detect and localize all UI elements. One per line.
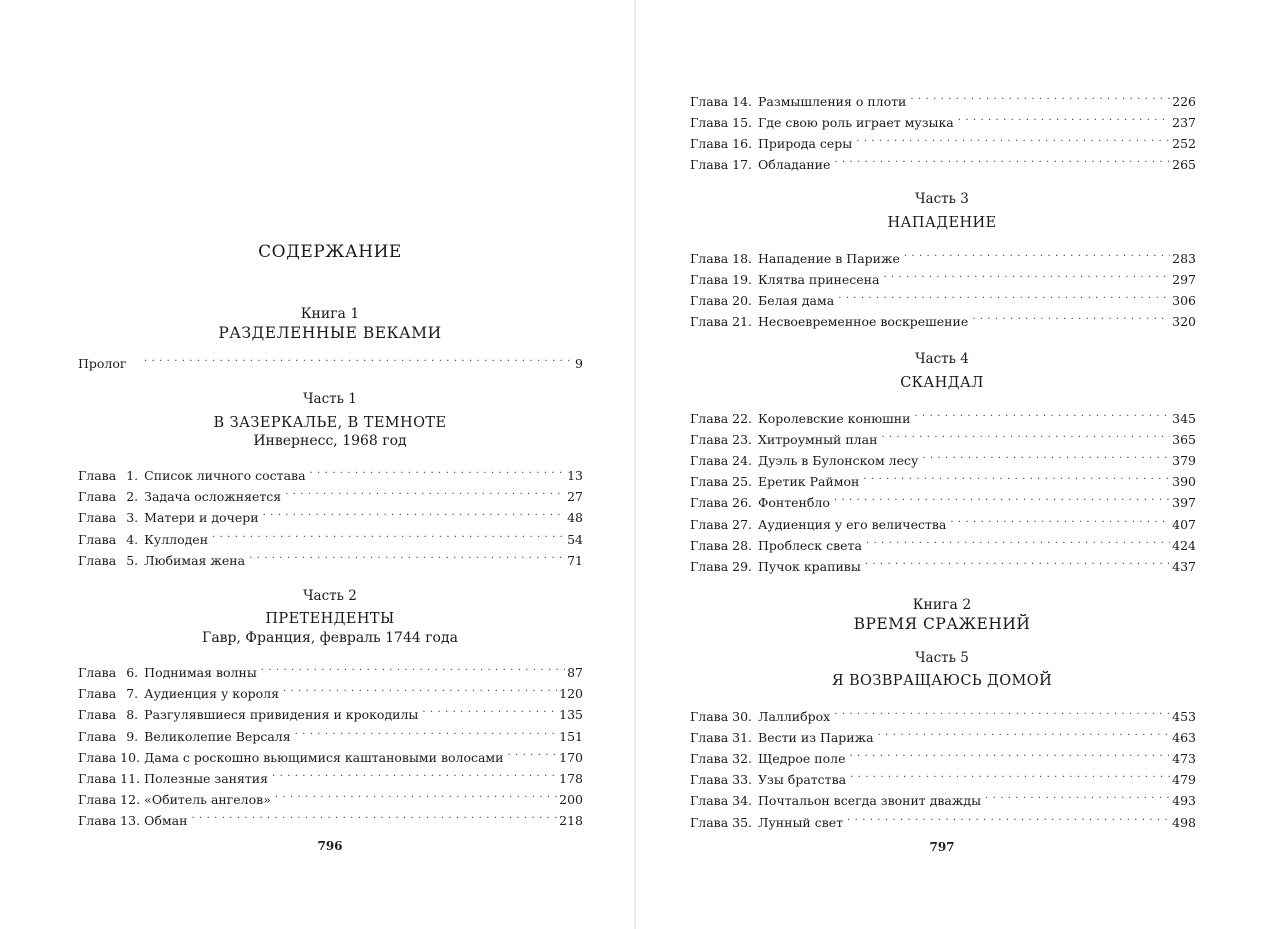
toc-entry-page: 151 xyxy=(559,728,583,744)
toc-entry-page: 54 xyxy=(567,531,583,547)
toc-entry-page: 13 xyxy=(567,468,583,483)
toc-entry-chapter-number: 7. xyxy=(126,686,139,702)
toc-entry-title: Любимая жена xyxy=(144,552,246,568)
toc-entry-title: Щедрое поле xyxy=(758,751,846,767)
toc-entry-chapter-label: Глава 33. xyxy=(690,772,753,788)
toc-entry-chapter-number: 10. xyxy=(120,749,141,765)
toc-entry-title: Куллоден xyxy=(144,531,209,547)
toc-entry-title: Аудиенция у его величества xyxy=(758,516,947,532)
dot-leader xyxy=(310,462,566,480)
dot-leader xyxy=(958,109,1170,127)
toc-entry-chapter-word: Глава xyxy=(78,813,117,829)
toc-entry-chapter-number: 2. xyxy=(126,489,139,505)
toc-entry-page: 237 xyxy=(1172,115,1196,131)
toc-entry-page: 306 xyxy=(1172,293,1196,309)
toc-entry[interactable] xyxy=(78,483,583,505)
toc-entry-title: Разгулявшиеся привидения и крокодилы xyxy=(144,707,419,723)
dot-leader xyxy=(834,489,1170,507)
toc-entry-title: Дама с роскошно вьющимися каштановыми волосами xyxy=(144,749,504,765)
toc-entry-page: 178 xyxy=(559,771,583,786)
toc-entry-page: 424 xyxy=(1172,537,1196,553)
toc-entry-chapter-label: Глава 14. xyxy=(690,94,753,109)
toc-entry-chapter-number: 4. xyxy=(126,531,139,547)
part-4-title: СКАНДАЛ xyxy=(900,375,984,391)
toc-entry-chapter-word: Глава xyxy=(78,489,117,505)
toc-entry-page: 48 xyxy=(567,510,583,526)
toc-entry-title: Полезные занятия xyxy=(144,771,269,786)
dot-leader xyxy=(904,245,1170,263)
toc-entry-page: 71 xyxy=(567,552,583,568)
toc-entry-title: Нападение в Париже xyxy=(758,251,900,266)
dot-leader xyxy=(863,468,1170,486)
toc-entry-title: Великолепие Версаля xyxy=(144,728,291,744)
toc-entry-chapter-label: Глава 15. xyxy=(690,115,753,131)
toc-entry[interactable] xyxy=(690,426,1196,448)
toc-entry-chapter-number: 9. xyxy=(126,728,139,744)
toc-entry-title: Обман xyxy=(144,813,188,829)
dot-leader xyxy=(283,680,557,698)
toc-entry-title: Обладание xyxy=(758,157,831,173)
toc-entry-title: Лаллиброх xyxy=(758,709,831,724)
toc-entry[interactable] xyxy=(78,723,583,744)
toc-entry-title: Хитроумный план xyxy=(758,432,878,448)
dot-leader xyxy=(144,350,573,368)
toc-entry[interactable] xyxy=(78,462,583,483)
part-2-label: Часть 2 xyxy=(303,588,357,604)
toc-entry-title: Королевские конюшни xyxy=(758,411,911,426)
toc-entry-page: 453 xyxy=(1172,709,1196,724)
dot-leader xyxy=(914,405,1170,423)
toc-entry-title: Пучок крапивы xyxy=(758,558,861,574)
toc-entry[interactable] xyxy=(690,88,1196,109)
dot-leader xyxy=(950,511,1170,529)
toc-entry-chapter-label: Глава 17. xyxy=(690,157,753,173)
toc-entry-chapter-word: Глава xyxy=(78,552,117,568)
toc-entry-title: Еретик Раймон xyxy=(758,474,860,490)
toc-entry-chapter-label: Глава 23. xyxy=(690,432,753,448)
part-5-title: Я ВОЗВРАЩАЮСЬ ДОМОЙ xyxy=(831,673,1053,689)
toc-entry-chapter-number: 6. xyxy=(126,665,139,680)
dot-leader xyxy=(881,426,1170,444)
toc-entry-chapter-word: Глава xyxy=(78,707,117,723)
toc-entry-title: Пролог xyxy=(78,356,127,371)
toc-entry-chapter-label: Глава 16. xyxy=(690,136,753,152)
toc-entry-chapter-number: 1. xyxy=(126,468,139,483)
dot-leader xyxy=(422,701,557,719)
toc-entry-page: 218 xyxy=(559,813,583,829)
toc-entry-page: 407 xyxy=(1172,516,1196,532)
toc-entry-page: 479 xyxy=(1172,772,1196,788)
dot-leader xyxy=(910,88,1170,106)
toc-entry-page: 252 xyxy=(1172,136,1196,152)
toc-entry-page: 320 xyxy=(1172,314,1196,330)
toc-entry[interactable] xyxy=(690,766,1196,788)
toc-entry-chapter-label: Глава 27. xyxy=(690,516,753,532)
toc-entry-title: Белая дама xyxy=(758,293,835,309)
dot-leader xyxy=(850,766,1170,784)
dot-leader xyxy=(191,807,557,825)
book-1-title: РАЗДЕЛЕННЫЕ ВЕКАМИ xyxy=(218,324,442,342)
toc-entry-title: Несвоевременное воскрешение xyxy=(758,314,969,330)
part-4-label: Часть 4 xyxy=(915,351,969,367)
toc-entry-chapter-label: Глава 29. xyxy=(690,558,753,574)
toc-entry-title: Лунный свет xyxy=(758,814,844,830)
toc-entry-page: 9 xyxy=(575,356,583,371)
part-5-label: Часть 5 xyxy=(915,650,969,666)
toc-entry-page: 120 xyxy=(559,686,583,702)
toc-entry-title: Проблеск света xyxy=(758,537,862,553)
toc-entry-page: 297 xyxy=(1172,272,1196,288)
toc-entry-chapter-label: Глава 19. xyxy=(690,272,753,288)
dot-leader xyxy=(883,266,1170,284)
toc-entry-title: Поднимая волны xyxy=(144,665,257,680)
toc-entry-title: Где свою роль играет музыка xyxy=(758,115,954,131)
left-page xyxy=(0,0,635,929)
dot-leader xyxy=(865,553,1170,571)
toc-entry[interactable] xyxy=(78,659,583,680)
toc-entry[interactable] xyxy=(690,787,1196,809)
toc-entry-title: Почтальон всегда звонит дважды xyxy=(758,793,982,809)
toc-entry-chapter-label: Глава 34. xyxy=(690,793,753,809)
toc-entry-page: 170 xyxy=(559,749,583,765)
dot-leader xyxy=(212,526,565,544)
part-3-label: Часть 3 xyxy=(915,191,969,207)
book-1-label: Книга 1 xyxy=(300,306,360,322)
toc-entry[interactable] xyxy=(78,547,583,568)
toc-entry-chapter-number: 3. xyxy=(126,510,139,526)
toc-entry-title: Список личного состава xyxy=(144,468,306,483)
toc-entry[interactable] xyxy=(690,532,1196,553)
dot-leader xyxy=(856,130,1170,148)
part-2-title: ПРЕТЕНДЕНТЫ xyxy=(265,611,395,627)
dot-leader xyxy=(847,809,1170,827)
toc-entry-chapter-word: Глава xyxy=(78,792,117,808)
toc-entry-prologue[interactable] xyxy=(78,350,583,371)
toc-entry-chapter-word: Глава xyxy=(78,468,117,483)
toc-entry-chapter-number: 8. xyxy=(126,707,139,723)
toc-entry-chapter-label: Глава 20. xyxy=(690,293,753,309)
toc-entry-page: 135 xyxy=(559,707,583,723)
toc-entry-chapter-label: Глава 26. xyxy=(690,495,753,511)
toc-entry[interactable] xyxy=(78,680,583,702)
dot-leader xyxy=(263,504,566,522)
toc-entry-page: 493 xyxy=(1172,793,1196,809)
toc-entry-page: 397 xyxy=(1172,495,1196,511)
toc-entry-title: Дуэль в Булонском лесу xyxy=(758,453,919,469)
toc-entry[interactable] xyxy=(690,809,1196,830)
dot-leader xyxy=(834,703,1170,721)
toc-entry-page: 265 xyxy=(1172,157,1196,173)
dot-leader xyxy=(878,724,1171,742)
toc-entry-title: Размышления о плоти xyxy=(758,94,907,109)
dot-leader xyxy=(838,287,1170,305)
dot-leader xyxy=(834,151,1170,169)
toc-entry-page: 390 xyxy=(1172,474,1196,490)
dot-leader xyxy=(275,786,557,804)
toc-entry-title: Клятва принесена xyxy=(758,272,880,288)
toc-entry[interactable] xyxy=(690,130,1196,152)
page-number-left: 796 xyxy=(317,839,343,853)
toc-entry[interactable] xyxy=(78,504,583,526)
toc-entry[interactable] xyxy=(690,245,1196,266)
dot-leader xyxy=(849,745,1170,763)
toc-entry[interactable] xyxy=(690,109,1196,131)
book-2-label: Книга 2 xyxy=(912,597,972,613)
toc-entry-page: 200 xyxy=(559,792,583,808)
toc-entry-title: «Обитель ангелов» xyxy=(144,792,271,808)
toc-entry[interactable] xyxy=(690,151,1196,173)
toc-entry-page: 498 xyxy=(1172,814,1196,830)
toc-entry-chapter-number: 12. xyxy=(120,792,141,808)
toc-entry-chapter-number: 13. xyxy=(120,813,141,829)
toc-entry-chapter-label: Глава 18. xyxy=(690,251,753,266)
toc-entry-chapter-label: Глава 35. xyxy=(690,814,753,830)
dot-leader xyxy=(295,723,558,741)
toc-entry-page: 27 xyxy=(567,489,583,505)
toc-entry-chapter-word: Глава xyxy=(78,771,117,786)
toc-entry-page: 226 xyxy=(1172,94,1196,109)
part-3-title: НАПАДЕНИЕ xyxy=(887,215,997,231)
toc-entry-page: 87 xyxy=(567,665,583,680)
toc-entry-chapter-word: Глава xyxy=(78,686,117,702)
toc-entry-chapter-label: Глава 22. xyxy=(690,411,753,426)
toc-entry[interactable] xyxy=(78,807,583,829)
dot-leader xyxy=(507,744,557,762)
dot-leader xyxy=(866,532,1170,550)
toc-entry[interactable] xyxy=(78,526,583,547)
dot-leader xyxy=(249,547,565,565)
toc-entry[interactable] xyxy=(690,405,1196,426)
toc-entry-chapter-number: 5. xyxy=(126,552,139,568)
dot-leader xyxy=(985,787,1170,805)
toc-entry[interactable] xyxy=(78,765,583,786)
toc-entry-title: Узы братства xyxy=(758,772,847,788)
book-2-title: ВРЕМЯ СРАЖЕНИЙ xyxy=(853,615,1031,633)
toc-entry-chapter-number: 11. xyxy=(120,771,141,786)
toc-entry-title: Матери и дочери xyxy=(144,510,259,526)
dot-leader xyxy=(972,308,1170,326)
toc-entry-page: 379 xyxy=(1172,453,1196,469)
toc-entry[interactable] xyxy=(690,266,1196,288)
toc-entry-chapter-label: Глава 28. xyxy=(690,537,753,553)
part-1-label: Часть 1 xyxy=(303,391,357,407)
toc-entry-page: 473 xyxy=(1172,751,1196,767)
part-1-title: В ЗАЗЕРКАЛЬЕ, В ТЕМНОТЕ xyxy=(213,415,447,431)
toc-entry-title: Природа серы xyxy=(758,136,853,152)
toc-entry-title: Аудиенция у короля xyxy=(144,686,279,702)
toc-entry[interactable] xyxy=(78,701,583,723)
toc-entry-chapter-word: Глава xyxy=(78,728,117,744)
contents-title: СОДЕРЖАНИЕ xyxy=(258,242,402,262)
toc-entry-page: 345 xyxy=(1172,411,1196,426)
toc-entry-title: Вести из Парижа xyxy=(758,730,874,746)
page-number-right: 797 xyxy=(929,840,955,854)
part-2-subtitle: Гавр, Франция, февраль 1744 года xyxy=(202,630,458,646)
toc-entry-chapter-label: Глава 25. xyxy=(690,474,753,490)
toc-entry-chapter-word: Глава xyxy=(78,510,117,526)
toc-entry[interactable] xyxy=(690,489,1196,511)
right-page xyxy=(636,0,1271,929)
toc-entry-title: Фонтенбло xyxy=(758,495,830,511)
toc-entry[interactable] xyxy=(690,287,1196,309)
dot-leader xyxy=(285,483,565,501)
toc-entry[interactable] xyxy=(690,745,1196,767)
toc-entry-chapter-label: Глава 30. xyxy=(690,709,753,724)
toc-entry[interactable] xyxy=(78,786,583,808)
toc-entry[interactable] xyxy=(690,724,1196,746)
toc-entry[interactable] xyxy=(690,553,1196,574)
toc-entry[interactable] xyxy=(690,308,1196,330)
toc-entry[interactable] xyxy=(690,511,1196,532)
toc-entry-chapter-word: Глава xyxy=(78,531,117,547)
toc-entry[interactable] xyxy=(690,468,1196,490)
dot-leader xyxy=(272,765,557,783)
dot-leader xyxy=(261,659,565,677)
toc-entry-chapter-label: Глава 24. xyxy=(690,453,753,469)
toc-entry-chapter-word: Глава xyxy=(78,665,117,680)
dot-leader xyxy=(922,447,1170,465)
toc-entry-page: 463 xyxy=(1172,730,1196,746)
toc-entry-page: 437 xyxy=(1172,558,1196,574)
toc-entry-chapter-label: Глава 21. xyxy=(690,314,753,330)
toc-entry[interactable] xyxy=(690,447,1196,469)
toc-entry-chapter-label: Глава 32. xyxy=(690,751,753,767)
toc-entry-chapter-word: Глава xyxy=(78,749,117,765)
part-1-subtitle: Инвернесс, 1968 год xyxy=(253,433,407,449)
toc-entry[interactable] xyxy=(78,744,583,765)
toc-entry-title: Задача осложняется xyxy=(144,489,282,505)
toc-entry-chapter-label: Глава 31. xyxy=(690,730,753,746)
toc-entry-page: 283 xyxy=(1172,251,1196,266)
toc-entry-page: 365 xyxy=(1172,432,1196,448)
toc-entry[interactable] xyxy=(690,703,1196,724)
